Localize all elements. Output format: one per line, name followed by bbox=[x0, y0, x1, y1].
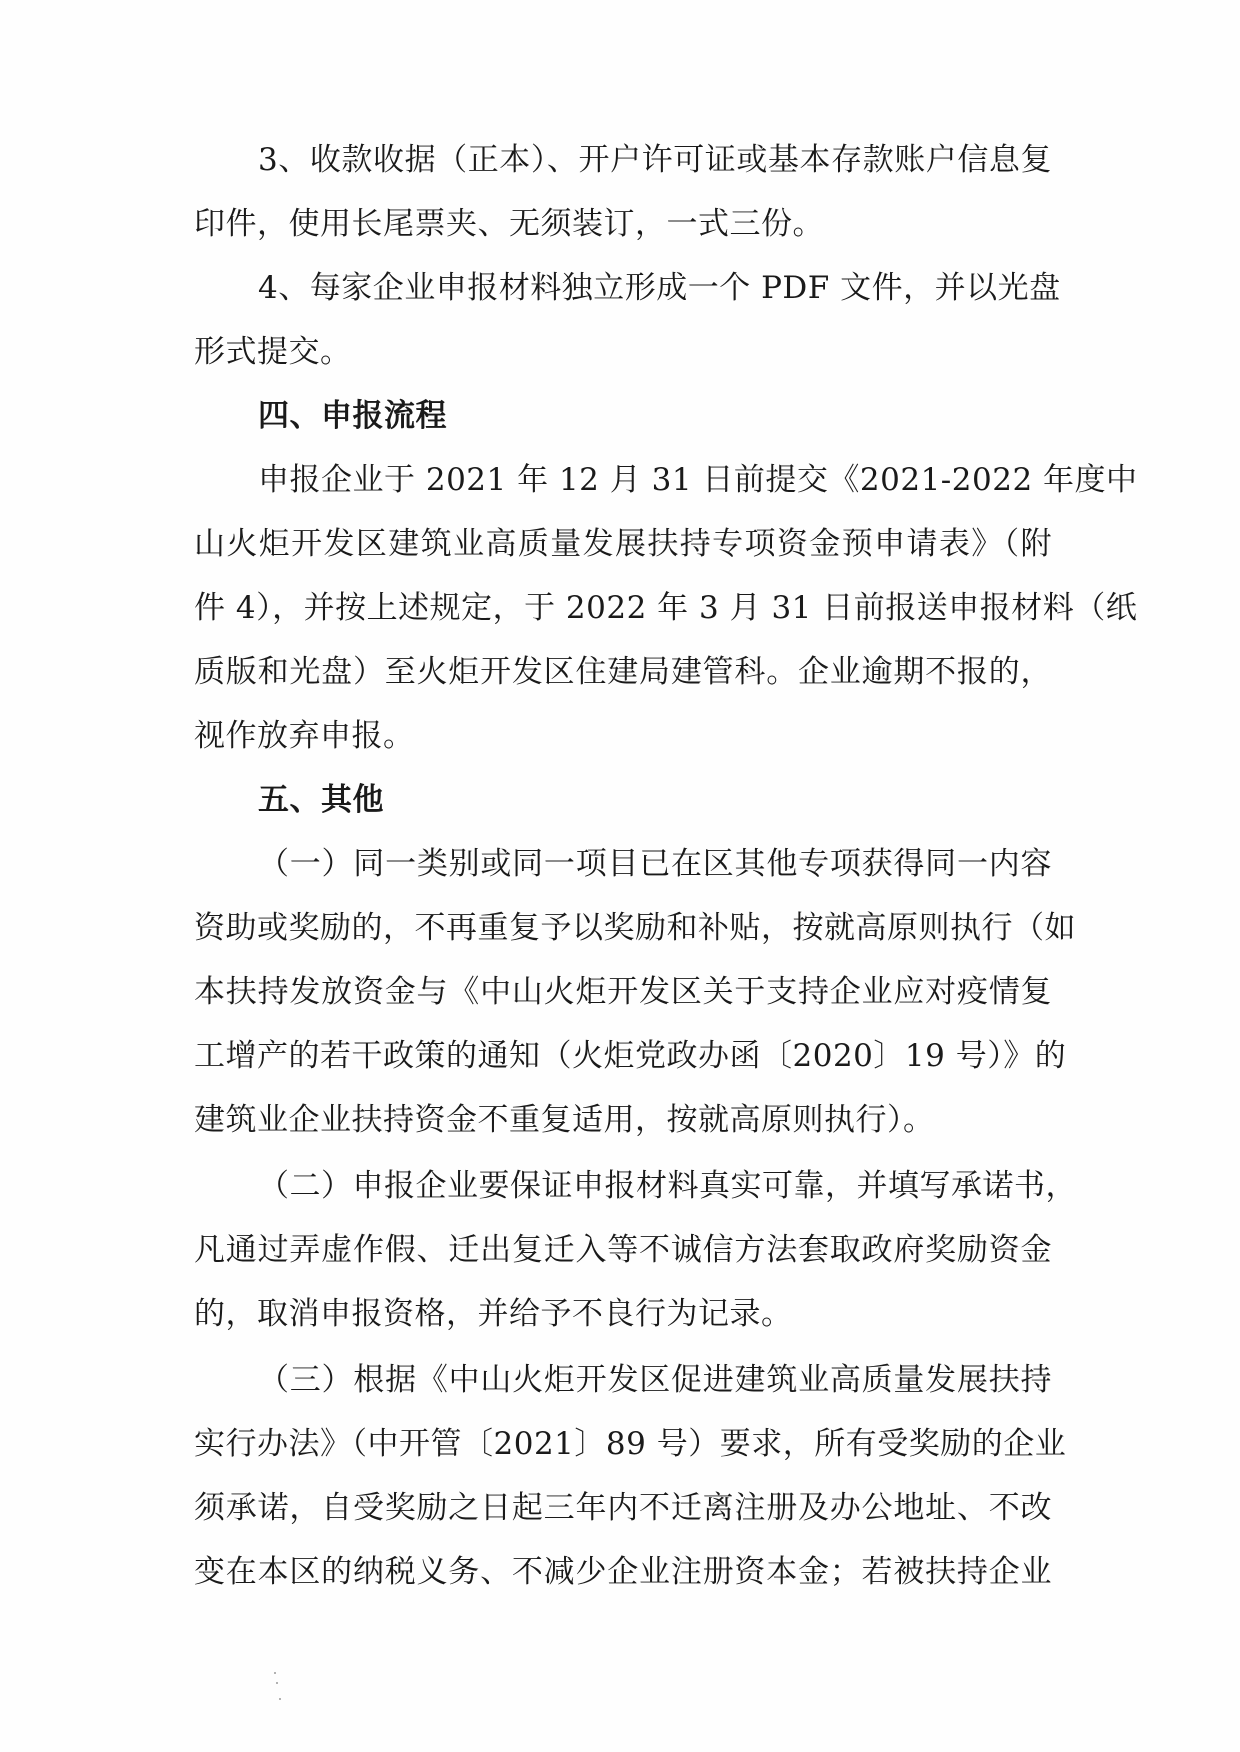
other-2-line-1: （二）申报企业要保证申报材料真实可靠，并填写承诺书， bbox=[258, 1168, 1077, 1204]
section-heading-4: 四、申报流程 bbox=[258, 398, 447, 434]
other-1-line-2: 资助或奖励的，不再重复予以奖励和补贴，按就高原则执行（如 bbox=[194, 910, 1076, 946]
other-1-line-3: 本扶持发放资金与《中山火炬开发区关于支持企业应对疫情复 bbox=[194, 974, 1052, 1010]
other-1-line-4: 工增产的若干政策的通知（火炬党政办函〔2020〕19 号）》的 bbox=[194, 1038, 1067, 1074]
other-3-line-4: 变在本区的纳税义务、不减少企业注册资本金；若被扶持企业 bbox=[194, 1554, 1052, 1590]
item-3-line-2: 印件，使用长尾票夹、无须装订，一式三份。 bbox=[194, 206, 824, 242]
process-para-line-4: 质版和光盘）至火炬开发区住建局建管科。企业逾期不报的， bbox=[194, 654, 1052, 690]
scan-speck bbox=[276, 1682, 278, 1684]
other-2-line-2: 凡通过弄虚作假、迁出复迁入等不诚信方法套取政府奖励资金 bbox=[194, 1232, 1052, 1268]
other-1-line-5: 建筑业企业扶持资金不重复适用，按就高原则执行）。 bbox=[194, 1102, 935, 1138]
process-para-line-3: 件 4），并按上述规定，于 2022 年 3 月 31 日前报送申报材料（纸 bbox=[194, 590, 1138, 626]
other-1-line-1: （一）同一类别或同一项目已在区其他专项获得同一内容 bbox=[258, 846, 1052, 882]
section-heading-5: 五、其他 bbox=[258, 782, 384, 818]
scan-speck bbox=[279, 1698, 281, 1700]
scan-speck bbox=[274, 1672, 276, 1674]
other-3-line-3: 须承诺，自受奖励之日起三年内不迁离注册及办公地址、不改 bbox=[194, 1490, 1052, 1526]
process-para-line-1: 申报企业于 2021 年 12 月 31 日前提交《2021-2022 年度中 bbox=[258, 462, 1138, 498]
process-para-line-5: 视作放弃申报。 bbox=[194, 718, 415, 754]
item-4-line-1: 4、每家企业申报材料独立形成一个 PDF 文件，并以光盘 bbox=[258, 270, 1061, 306]
other-3-line-2: 实行办法》（中开管〔2021〕89 号）要求，所有受奖励的企业 bbox=[194, 1426, 1067, 1462]
item-3-line-1: 3、收款收据（正本）、开户许可证或基本存款账户信息复 bbox=[258, 142, 1052, 178]
other-2-line-3: 的，取消申报资格，并给予不良行为记录。 bbox=[194, 1296, 793, 1332]
process-para-line-2: 山火炬开发区建筑业高质量发展扶持专项资金预申请表》（附 bbox=[194, 526, 1052, 562]
other-3-line-1: （三）根据《中山火炬开发区促进建筑业高质量发展扶持 bbox=[258, 1362, 1052, 1398]
item-4-line-2: 形式提交。 bbox=[194, 334, 352, 370]
